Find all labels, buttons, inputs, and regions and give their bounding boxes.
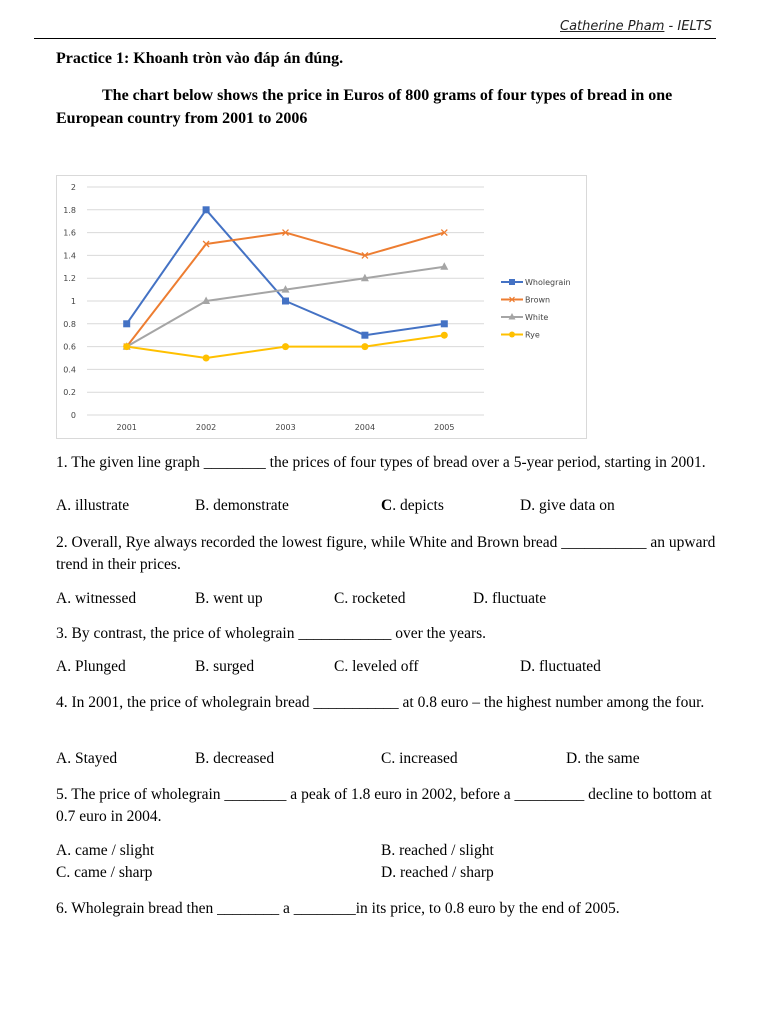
y-tick-label-6: 1.2 [63,274,76,284]
q1-option-a[interactable]: A. illustrate [56,497,130,514]
question-3: 3. By contrast, the price of wholegrain ____________ over the years. [56,625,487,642]
point-rye-1 [203,355,210,362]
y-tick-label-0: 0 [70,411,76,420]
question-5: 5. The price of wholegrain ________ a peak of 1.8 euro in 2002, before a _________ decline to bottom at 0.7 euro in 2004. [56,786,712,825]
x-tick-label-2: 2003 [275,423,296,432]
legend-label-rye: Rye [525,330,540,340]
q2-option-d[interactable]: D. fluctuate [473,590,547,607]
q5-option-b[interactable]: B. reached / slight [381,842,494,859]
point-rye-3 [361,343,368,350]
q5-option-d[interactable]: D. reached / sharp [381,864,494,881]
practice-title: Practice 1: Khoanh tròn vào đáp án đúng. [56,50,344,67]
legend-marker-wholegrain [509,279,515,285]
q4-option-c[interactable]: C. increased [381,750,458,767]
question-2: 2. Overall, Rye always recorded the lowest figure, while White and Brown bread ___________ an upward trend in their prices. [56,534,716,573]
point-wholegrain-3 [361,332,368,339]
question-1: 1. The given line graph ________ the prices of four types of bread over a 5-year period, starting in 2001. [56,454,706,471]
header-text [560,19,712,34]
q4-option-d[interactable]: D. the same [566,750,640,767]
question-4-options [56,750,716,772]
q1-option-c-letter: C [381,497,393,514]
y-tick-label-10: 2 [70,183,76,192]
question-1-options [56,497,716,519]
y-tick-label-3: 0.6 [63,342,76,352]
series-line-wholegrain [127,210,445,335]
y-tick-label-8: 1.6 [63,228,76,238]
q3-option-b[interactable]: B. surged [195,658,255,675]
q2-option-a[interactable]: A. witnessed [56,590,137,607]
q2-option-c[interactable]: C. rocketed [334,590,406,607]
header-separator: - [664,19,678,34]
legend-label-wholegrain: Wholegrain [525,278,571,287]
q4-option-b[interactable]: B. decreased [195,750,275,767]
legend-label-brown: Brown [525,295,551,305]
intro-text: The chart below shows the price in Euros of 800 grams of four types of bread in one European country from 2001 to 2006 [56,87,673,127]
point-wholegrain-1 [203,206,210,213]
point-white-4 [440,262,448,270]
header-author: Catherine Pham [560,19,665,34]
legend-label-white: White [525,313,549,322]
point-rye-2 [282,343,289,350]
q1-option-c-text: . depicts [392,497,444,514]
y-tick-label-7: 1.4 [63,251,76,261]
q1-option-c[interactable] [381,497,444,515]
question-5-options-row2 [56,864,716,886]
q3-option-c[interactable]: C. leveled off [334,658,419,675]
y-tick-label-5: 1 [70,297,76,306]
x-tick-label-0: 2001 [116,423,137,432]
y-tick-label-4: 0.8 [63,319,76,329]
q5-option-a[interactable]: A. came / slight [56,842,155,859]
line-chart [56,175,587,439]
point-wholegrain-2 [282,298,289,305]
series-line-white [127,267,445,347]
q3-option-d[interactable]: D. fluctuated [520,658,601,675]
chart-intro [56,84,706,130]
q4-option-a[interactable]: A. Stayed [56,750,118,767]
point-rye-0 [123,343,130,350]
question-5-options-row1 [56,842,716,864]
y-tick-label-9: 1.8 [63,205,76,215]
q1-option-b[interactable]: B. demonstrate [195,497,289,514]
y-tick-label-2: 0.4 [63,365,76,375]
point-wholegrain-0 [123,320,130,327]
question-4: 4. In 2001, the price of wholegrain bread ___________ at 0.8 euro – the highest number among the four. [56,694,705,711]
q5-option-c[interactable]: C. came / sharp [56,864,153,881]
q1-option-d[interactable]: D. give data on [520,497,615,514]
point-wholegrain-4 [441,320,448,327]
q2-option-b[interactable]: B. went up [195,590,263,607]
question-2-options [56,590,716,612]
question-3-options [56,658,716,680]
legend-marker-rye [509,332,515,338]
x-tick-label-4: 2005 [434,423,455,432]
q3-option-a[interactable]: A. Plunged [56,658,126,675]
point-rye-4 [441,332,448,339]
question-6: 6. Wholegrain bread then ________ a ________in its price, to 0.8 euro by the end of 2005. [56,900,620,917]
page-header [34,18,716,39]
header-subject: IELTS [677,19,712,34]
x-tick-label-1: 2002 [195,423,217,432]
y-tick-label-1: 0.2 [63,388,76,398]
x-tick-label-3: 2004 [354,423,376,432]
chart-svg [57,176,586,438]
